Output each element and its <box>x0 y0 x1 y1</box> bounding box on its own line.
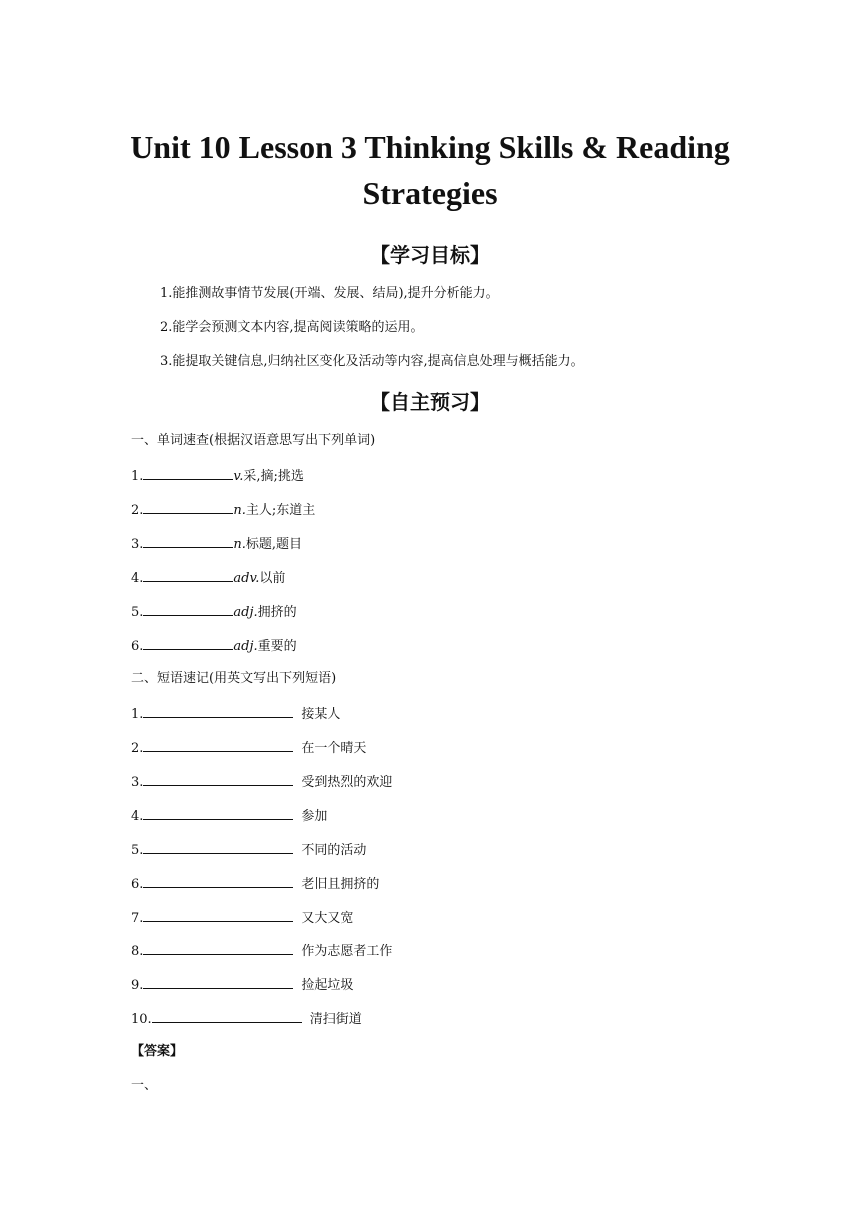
word-item <box>131 635 297 657</box>
part-of-speech: adv. <box>233 571 260 586</box>
goal-item-1: 1.能推测故事情节发展(开端、发展、结局),提升分析能力。 <box>160 286 499 301</box>
phrase-meaning: 在一个晴天 <box>301 741 367 756</box>
answer-blank[interactable] <box>143 465 233 480</box>
phrase-item <box>131 703 340 725</box>
phrase-item <box>131 839 366 861</box>
item-number: 6. <box>131 877 144 892</box>
word-meaning: 以前 <box>259 571 286 586</box>
item-number: 9. <box>131 978 144 993</box>
phrase-item <box>131 907 353 929</box>
goals-heading: 【学习目标】 <box>370 243 490 267</box>
phrase-meaning: 捡起垃圾 <box>301 978 354 993</box>
answer-blank[interactable] <box>143 567 233 582</box>
answer-blank[interactable] <box>143 635 233 650</box>
answer-blank[interactable] <box>143 839 293 854</box>
item-number: 7. <box>131 911 144 926</box>
item-number: 3. <box>131 775 144 790</box>
item-number: 6. <box>131 639 144 654</box>
part-of-speech: adj. <box>233 605 258 620</box>
phrase-item <box>131 771 392 793</box>
answer-blank[interactable] <box>152 1008 302 1023</box>
answer-blank[interactable] <box>143 703 293 718</box>
word-item <box>131 465 304 487</box>
word-item <box>131 533 302 555</box>
item-number: 2. <box>131 741 144 756</box>
phrases-section-heading: 二、短语速记(用英文写出下列短语) <box>131 671 337 686</box>
answer-blank[interactable] <box>143 907 293 922</box>
answer-blank[interactable] <box>143 940 293 955</box>
preview-heading: 【自主预习】 <box>370 390 490 414</box>
words-section-heading: 一、单词速查(根据汉语意思写出下列单词) <box>131 433 376 448</box>
answer-blank[interactable] <box>143 974 293 989</box>
word-meaning: 采,摘;挑选 <box>243 469 304 484</box>
answer-blank[interactable] <box>143 601 233 616</box>
word-item <box>131 499 315 521</box>
item-number: 5. <box>131 843 144 858</box>
phrase-item <box>131 1008 362 1030</box>
phrase-meaning: 清扫街道 <box>309 1012 362 1027</box>
item-number: 1. <box>131 469 144 484</box>
page-title: Unit 10 Lesson 3 Thinking Skills & Reading Strategies <box>130 129 730 211</box>
part-of-speech: n. <box>233 503 246 518</box>
phrase-item <box>131 873 379 895</box>
item-number: 3. <box>131 537 144 552</box>
phrase-item <box>131 940 392 962</box>
phrase-meaning: 作为志愿者工作 <box>301 944 393 959</box>
part-of-speech: v. <box>233 469 244 484</box>
phrase-meaning: 接某人 <box>301 707 341 722</box>
phrase-meaning: 不同的活动 <box>301 843 367 858</box>
word-meaning: 拥挤的 <box>257 605 297 620</box>
item-number: 5. <box>131 605 144 620</box>
word-meaning: 重要的 <box>257 639 297 654</box>
goal-item-2: 2.能学会预测文本内容,提高阅读策略的运用。 <box>160 320 424 335</box>
phrase-item <box>131 805 327 827</box>
item-number: 10. <box>131 1012 152 1027</box>
item-number: 2. <box>131 503 144 518</box>
answer-blank[interactable] <box>143 771 293 786</box>
word-item <box>131 567 285 589</box>
answer-heading: 【答案】 <box>131 1044 184 1059</box>
word-item <box>131 601 297 623</box>
phrase-meaning: 又大又宽 <box>301 911 354 926</box>
phrase-meaning: 参加 <box>301 809 328 824</box>
phrase-item <box>131 974 353 996</box>
answer-blank[interactable] <box>143 533 233 548</box>
answer-blank[interactable] <box>143 737 293 752</box>
item-number: 8. <box>131 944 144 959</box>
phrase-item <box>131 737 366 759</box>
answer-first-line: 一、 <box>131 1078 158 1093</box>
answer-blank[interactable] <box>143 499 233 514</box>
phrase-meaning: 受到热烈的欢迎 <box>301 775 393 790</box>
answer-blank[interactable] <box>143 873 293 888</box>
word-meaning: 主人;东道主 <box>245 503 316 518</box>
item-number: 4. <box>131 809 144 824</box>
answer-blank[interactable] <box>143 805 293 820</box>
goal-item-3: 3.能提取关键信息,归纳社区变化及活动等内容,提高信息处理与概括能力。 <box>160 354 584 369</box>
part-of-speech: adj. <box>233 639 258 654</box>
word-meaning: 标题,题目 <box>245 537 303 552</box>
part-of-speech: n. <box>233 537 246 552</box>
phrase-meaning: 老旧且拥挤的 <box>301 877 380 892</box>
item-number: 1. <box>131 707 144 722</box>
item-number: 4. <box>131 571 144 586</box>
